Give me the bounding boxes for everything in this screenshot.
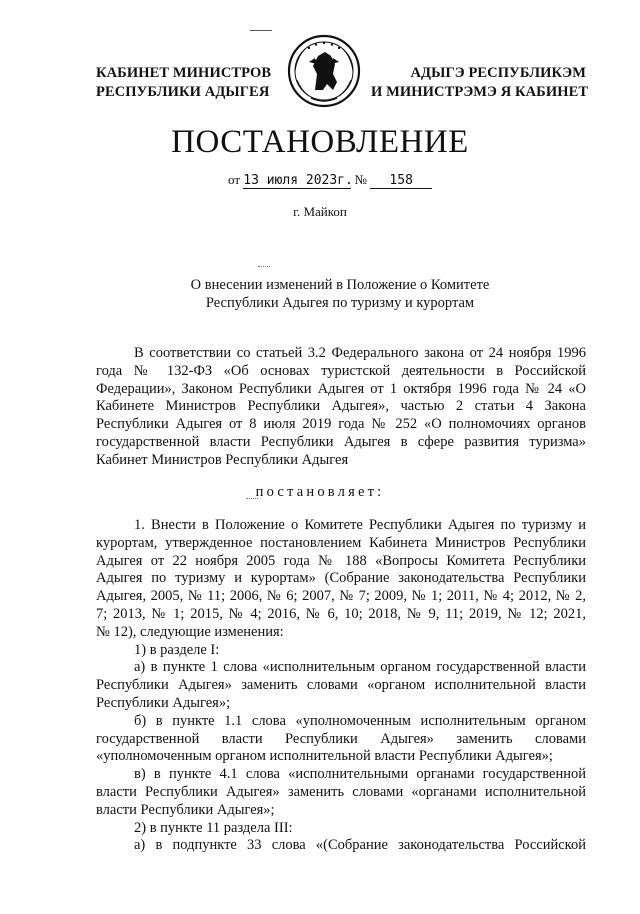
- subject-line-2: Республики Адыгея по туризму и курортам: [205, 295, 475, 311]
- body-line: 1) в разделе I:: [134, 641, 220, 658]
- body-line: «уполномоченным органом исполнительной власти Республики Адыгея»;: [96, 748, 553, 765]
- body-line: в) в пункте 4.1 слова «исполнительными органами государственной: [134, 766, 586, 783]
- document-title: ПОСТАНОВЛЕНИЕ: [171, 124, 469, 160]
- number-prefix: №: [354, 172, 367, 187]
- scan-mark: [250, 30, 272, 31]
- body-line: Адыгея, 2005, № 11; 2006, № 6; 2007, № 7; 2009, № 1; 2011, № 4; 2012, № 2,: [96, 588, 586, 605]
- body-line: Адыгея по туризму и курортам» (Собрание законодательства Республики: [96, 570, 586, 587]
- preamble-line: Кабинет Министров Республики Адыгея: [96, 451, 349, 468]
- body-line: государственной власти Республики Адыгея» заменить словами: [96, 730, 586, 747]
- document-date: 13 июля 2023г.: [243, 173, 353, 188]
- body-line: № 12), следующие изменения:: [96, 623, 284, 640]
- preamble-line: В соответствии со статьей 3.2 Федерального закона от 24 ноября 1996: [134, 345, 586, 361]
- issuer-name-russian: [96, 64, 276, 102]
- decree-word: постановляет:: [255, 484, 385, 500]
- preamble-line: Республики Адыгея от 8 июля 2019 года № 252 «О полномочиях органов: [96, 416, 586, 433]
- document-number: 158: [370, 173, 432, 189]
- date-prefix: от: [228, 172, 241, 187]
- preamble-line: Кабинете Министров Республики Адыгея», частью 2 статьи 4 Закона: [96, 398, 586, 415]
- decree-body: [96, 517, 586, 855]
- issuer-adyghe-line-1: АДЫГЭ РЕСПУБЛИКЭМ: [410, 65, 586, 81]
- body-line: 1. Внести в Положение о Комитете Республики Адыгея по туризму и: [134, 517, 586, 533]
- subject-line-1: О внесении изменений в Положение о Комитете: [190, 277, 490, 293]
- date-line: [228, 172, 432, 189]
- body-line: 7; 2013, № 1; 2015, № 4; 2016, № 6, 10; 2018, № 9, 11; 2019, № 12; 2021,: [96, 605, 586, 622]
- issuer-adyghe-line-2: И МИНИСТРЭМЭ Я КАБИНЕТ: [371, 84, 589, 100]
- body-line: курортам, утвержденное постановлением Кабинета Министров Республики: [96, 534, 586, 551]
- body-line: Республики Адыгея»;: [96, 694, 231, 711]
- issuer-line-2: РЕСПУБЛИКИ АДЫГЕЯ: [96, 84, 270, 100]
- body-line: а) в подпункте 33 слова «(Собрание законодательства Российской: [134, 837, 586, 854]
- city: г. Майкоп: [293, 204, 347, 219]
- body-line: власти Республики Адыгея»;: [96, 801, 275, 818]
- body-line: а) в пункте 1 слова «исполнительным органом государственной власти: [134, 659, 586, 676]
- preamble-line: года № 132-ФЗ «Об основах туристской деятельности в Российской: [96, 362, 586, 379]
- preamble-line: Федерации», Законом Республики Адыгея от 1 октября 1996 года № 24 «О: [96, 380, 586, 397]
- body-line: Адыгея от 22 ноября 2005 года № 188 «Вопросы Комитета Республики: [96, 552, 586, 569]
- body-line: власти Республики Адыгея» заменить словами «органами исполнительной: [96, 783, 586, 800]
- issuer-name-adyghe: [371, 64, 589, 102]
- issuer-line-1: КАБИНЕТ МИНИСТРОВ: [96, 65, 272, 81]
- coat-of-arms-icon: [287, 34, 361, 108]
- body-line: б) в пункте 1.1 слова «уполномоченным исполнительным органом: [134, 712, 586, 729]
- body-line: Республики Адыгея» заменить словами «органом исполнительной власти: [96, 677, 586, 694]
- document-subject: [0, 276, 640, 312]
- preamble: [96, 345, 586, 470]
- scan-mark: [258, 266, 270, 267]
- preamble-line: государственной власти Республики Адыгея в сфере развития туризма»: [96, 433, 586, 450]
- body-line: 2) в пункте 11 раздела III:: [134, 819, 293, 836]
